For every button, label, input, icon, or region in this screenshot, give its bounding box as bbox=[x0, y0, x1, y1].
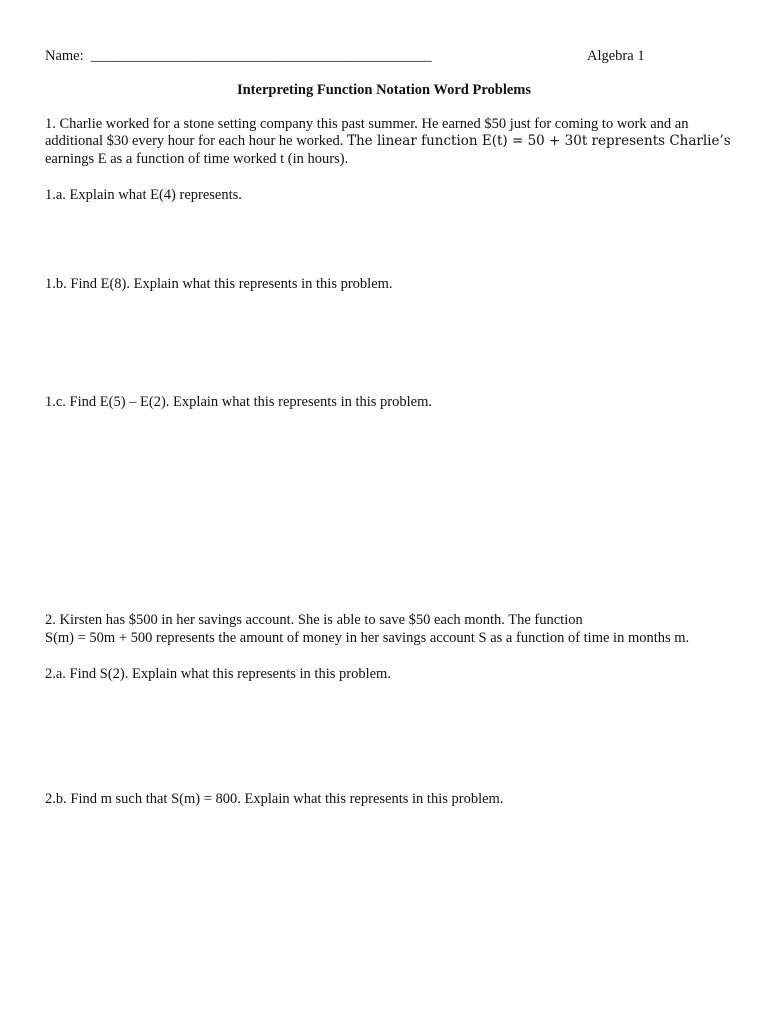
name-label: Name: bbox=[45, 48, 84, 64]
question-1a: 1.a. Explain what E(4) represents. bbox=[45, 187, 242, 203]
question-1b: 1.b. Find E(8). Explain what this represents in this problem. bbox=[45, 276, 393, 292]
problem-1-text-line-1: 1. Charlie worked for a stone setting company this past summer. He earned $50 just for coming to work and an bbox=[45, 116, 689, 132]
problem-1-function-statement: The linear function E(t) = 50 + 30t represents Charlie’s bbox=[346, 133, 731, 149]
question-2b: 2.b. Find m such that S(m) = 800. Explain what this represents in this problem. bbox=[45, 791, 504, 807]
name-field bbox=[45, 47, 432, 65]
problem-1-text-line-2 bbox=[45, 132, 731, 150]
question-2a: 2.a. Find S(2). Explain what this represents in this problem. bbox=[45, 666, 391, 682]
problem-1-text-line-2a: additional $30 every hour for each hour he worked. bbox=[45, 133, 347, 149]
name-blank-line: _______________________________________________ bbox=[90, 48, 432, 64]
problem-2-text-line-1: 2. Kirsten has $500 in her savings account. She is able to save $50 each month. The function bbox=[45, 612, 583, 628]
page-title: Interpreting Function Notation Word Problems bbox=[236, 82, 532, 98]
problem-1-text-line-3: earnings E as a function of time worked t (in hours). bbox=[45, 151, 349, 167]
course-label: Algebra 1 bbox=[587, 48, 645, 64]
problem-2-text-line-2: S(m) = 50m + 500 represents the amount of money in her savings account S as a function of time in months m. bbox=[45, 630, 690, 646]
question-1c: 1.c. Find E(5) – E(2). Explain what this represents in this problem. bbox=[45, 394, 432, 410]
